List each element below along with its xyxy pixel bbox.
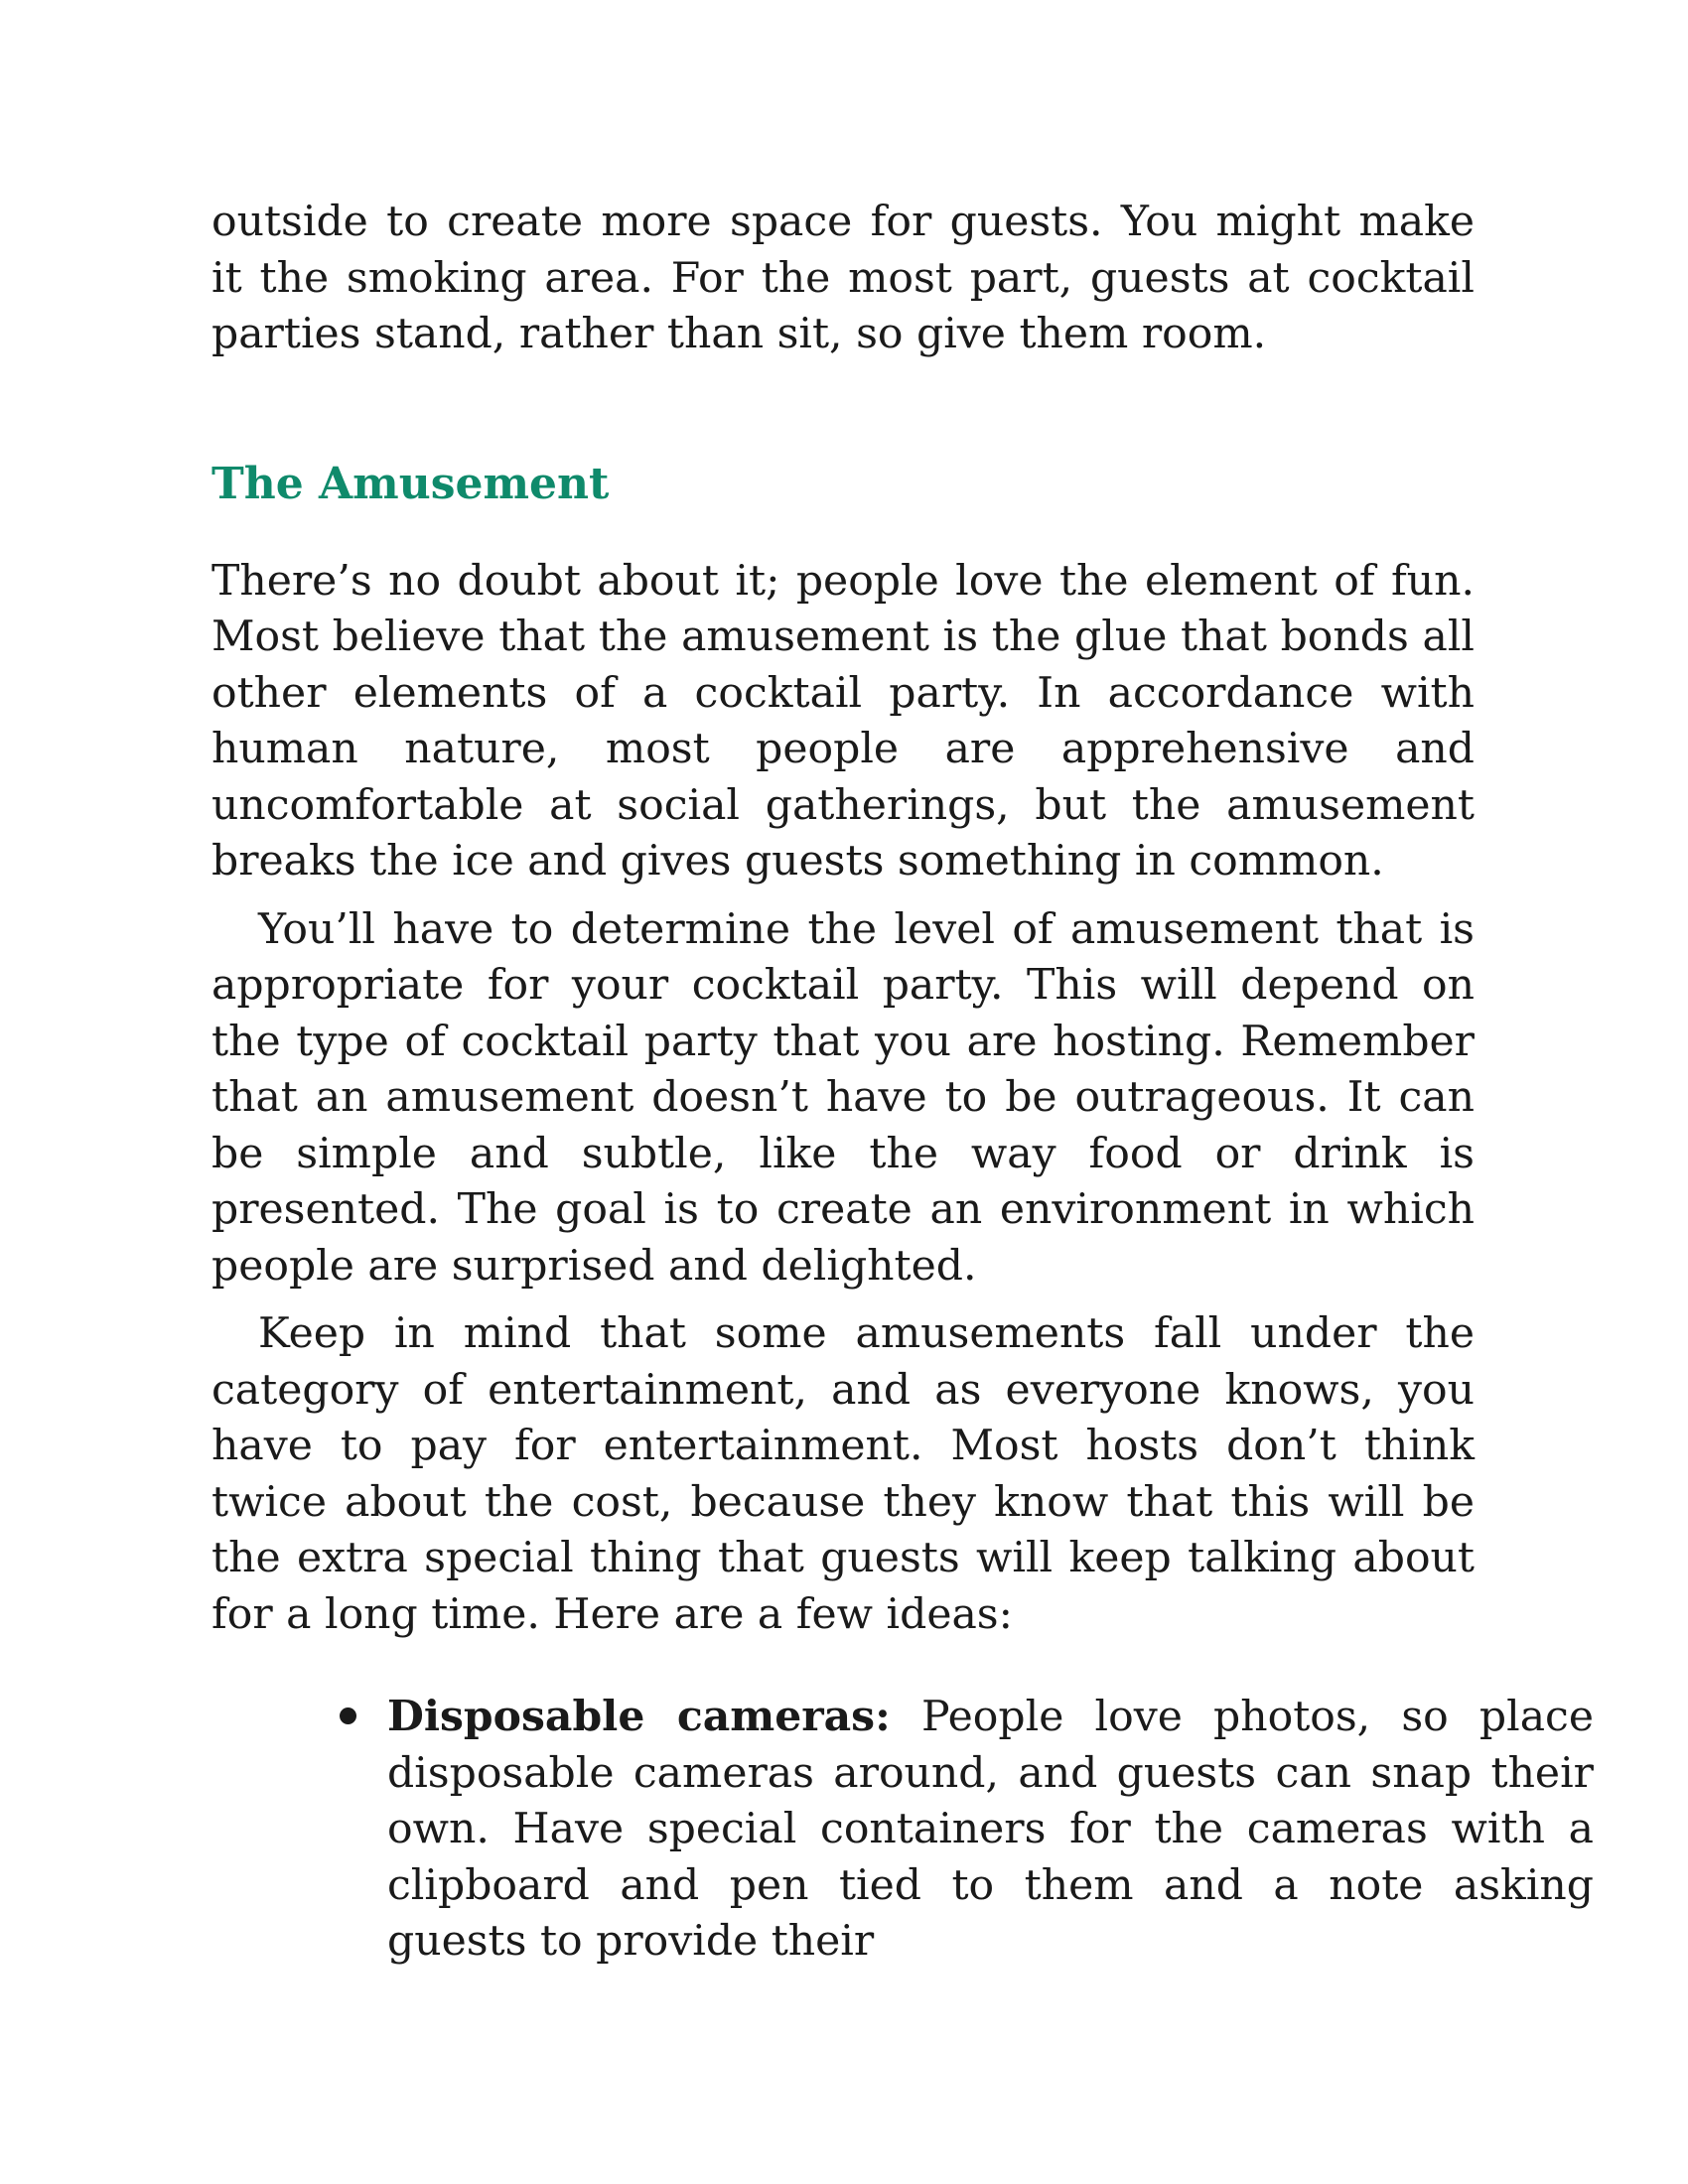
- body-paragraph: You’ll have to determine the level of amusement that is appropriate for your cocktail party. This will depend on the type of cocktail party that you are hosting. Remember that an amusement doesn’t have to be outrageous. It can be simple and subtle, like the way food or drink is presented. The goal is to create an environment in which people are surprised and delighted.: [211, 904, 1475, 1291]
- list-item-term: Disposable cameras:: [387, 1692, 891, 1741]
- continuation-paragraph: outside to create more space for guests. You might make it the smoking area. For the most part, guests at cocktail parties stand, rather than sit, so give them room.: [211, 198, 1475, 358]
- list-item-description: People love photos, so place disposable cameras around, and guests can snap their own. Have special containers for the cameras with a clipboard and pen tied to them and a note asking guests to provide their: [387, 1693, 1595, 1966]
- bullet-icon: [340, 1707, 356, 1724]
- document-page: [211, 195, 1595, 1971]
- list-item-text: [387, 1689, 1594, 1971]
- list-item: [387, 1689, 1594, 1971]
- idea-list: [211, 1689, 1595, 1971]
- body-paragraph: There’s no doubt about it; people love the element of fun. Most believe that the amusement is the glue that bonds all other elements of a cocktail party. In accordance with human nature, most people are apprehensive and uncomfortable at social gatherings, but the amusement breaks the ice and gives guests something in common.: [211, 556, 1475, 886]
- section-heading: The Amusement: [211, 458, 610, 509]
- body-paragraph: Keep in mind that some amusements fall under the category of entertainment, and as everyone knows, you have to pay for entertainment. Most hosts don’t think twice about the cost, because they know that this will be the extra special thing that guests will keep talking about for a long time. Here are a few ideas:: [211, 1309, 1475, 1639]
